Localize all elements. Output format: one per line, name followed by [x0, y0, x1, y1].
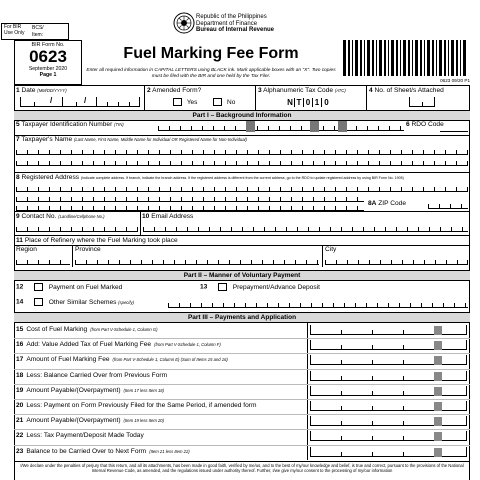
- item-number: 22: [16, 432, 24, 440]
- rdo-input[interactable]: [440, 123, 468, 132]
- form-instructions: Enter all required information in CAPITAL LETTERS using BLACK ink. Mark applicable boxes with an "X". Two copies must be filed with the BIR and one held by the Tax Filer.: [86, 68, 336, 79]
- atc-hint: (ATC): [334, 88, 346, 93]
- amount-input-21[interactable]: [310, 417, 467, 426]
- date-input[interactable]: / /: [20, 98, 140, 107]
- tin-input[interactable]: [158, 121, 404, 133]
- page-number: Page 1: [39, 72, 57, 78]
- amount-input-23[interactable]: [310, 448, 467, 457]
- part3-item-18: [16, 372, 170, 379]
- field-13-prepayment: 13 Prepayment/Advance Deposit: [200, 283, 320, 291]
- item-number: 23: [16, 447, 24, 455]
- date-hint: (MM/DD/YYYY): [37, 88, 67, 93]
- form-no-box: [14, 40, 82, 85]
- form-title: Fuel Marking Fee Form: [123, 45, 299, 62]
- email-label: Email Address: [151, 213, 194, 220]
- atc-char: 0: [324, 98, 329, 107]
- item-number: 21: [16, 417, 24, 425]
- contact-label: Contact No.: [21, 213, 57, 220]
- item-label: Add: Value Added Tax of Fuel Marking Fee: [26, 341, 152, 349]
- part3-item-22: [16, 432, 147, 439]
- taxpayer-name-label: Taxpayer's Name: [21, 136, 73, 143]
- atc-label: Alphanumeric Tax Code: [263, 87, 334, 94]
- atc-char: T: [295, 98, 304, 107]
- form-no-label: BIR Form No.: [31, 42, 65, 48]
- item-number: 17: [16, 356, 24, 364]
- address-hint: (Indicate complete address. If branch, indicate the branch address. If the registered address is different from the current address, go to the RDO to update registered address by using BIR Form No. 1905): [80, 176, 404, 180]
- field-6-rdo: 6 RDO Code: [406, 121, 444, 128]
- part3-item-15: [16, 326, 158, 333]
- part3-item-19: [16, 387, 164, 394]
- item-hint: (Item 21 less Item 22): [149, 448, 190, 454]
- payment-fuel-checkbox[interactable]: [34, 283, 43, 291]
- item-number: 20: [16, 402, 24, 409]
- sheets-input[interactable]: [409, 98, 435, 107]
- item-number: 18: [16, 371, 24, 379]
- item-number: 15: [16, 326, 24, 333]
- item-label: Amount Payable/(Overpayment): [26, 417, 121, 425]
- province-input[interactable]: [75, 257, 319, 265]
- part3-item-16: [16, 341, 221, 348]
- bcs-item-label: BCS/ Item:: [32, 25, 44, 38]
- item-hint: (from Part V-Schedule 1, Column F): [154, 342, 221, 348]
- amount-input-16[interactable]: [310, 341, 467, 350]
- atc-char: 1: [313, 98, 322, 107]
- contact-input[interactable]: [16, 224, 138, 232]
- zip-input[interactable]: [428, 201, 468, 209]
- atc-char: N: [286, 98, 295, 107]
- item-hint: (Item 19 less Item 20): [123, 418, 165, 424]
- part3-item-17: [16, 356, 228, 363]
- payment-fuel-label: Payment on Fuel Marked: [48, 283, 123, 291]
- field-8-address: 8 Registered Address (Indicate complete address. If branch, indicate the branch address. If the registered address is different from the current address, go to the RDO to update registered address by using BIR Form No. 1905): [16, 174, 404, 181]
- bir-seal-logo: [173, 12, 195, 34]
- form-number: 0623: [29, 47, 67, 66]
- barcode-graphic: [341, 40, 469, 76]
- field-5-tin: 5 Taxpayer Identification Number (TIN): [16, 121, 124, 128]
- province-label: Province: [75, 246, 101, 253]
- top-fields-row: [14, 85, 470, 86]
- item-label: Balance to be Carried Over to Next Form: [26, 447, 147, 455]
- amount-input-20[interactable]: [310, 402, 467, 411]
- part3-item-21: [16, 417, 164, 424]
- amended-label: Amended Form?: [152, 87, 202, 94]
- date-label: Date: [21, 87, 36, 94]
- prepayment-label: Prepayment/Advance Deposit: [232, 283, 320, 291]
- amended-no-checkbox[interactable]: [213, 98, 222, 106]
- email-input[interactable]: [143, 224, 468, 232]
- zip-label: ZIP Code: [378, 200, 407, 207]
- address-label: Registered Address: [21, 174, 80, 181]
- field-7-name: 7 Taxpayer's Name (Last Name, First Name, Middle Name for Individual OR Registered Name for Non-Individual): [16, 136, 247, 143]
- item-hint: (Item 17 less Item 18): [123, 387, 165, 393]
- field-1-date: 1 Date (MM/DD/YYYY) / /: [16, 87, 144, 109]
- part3-item-23: [16, 448, 190, 455]
- other-schemes-label: Other Similar Schemes: [48, 298, 117, 306]
- amount-input-17[interactable]: [310, 356, 467, 365]
- field-2-amended: 2 Amended Form? Yes No: [147, 87, 236, 106]
- part3-header: Part III – Payments and Application: [14, 312, 470, 323]
- item-label: Cost of Fuel Marking: [26, 326, 88, 333]
- address-input-2[interactable]: [16, 194, 364, 202]
- atc-char: 0: [304, 98, 313, 107]
- item-label: Less: Balance Carried Over from Previous Form: [26, 371, 168, 379]
- refinery-label: Place of Refinery where the Fuel Marking took place: [24, 237, 178, 244]
- prepayment-checkbox[interactable]: [218, 283, 227, 291]
- amount-input-19[interactable]: [310, 387, 467, 396]
- taxpayer-name-input-2[interactable]: [16, 158, 468, 166]
- agency-header: [196, 14, 336, 34]
- amount-input-22[interactable]: [310, 432, 467, 441]
- item-label: Amount of Fuel Marking Fee: [26, 356, 110, 364]
- item-label: Less: Payment on Form Previously Filed for the Same Period, if amended form: [26, 402, 257, 409]
- item-label: Amount Payable/(Overpayment): [26, 386, 121, 394]
- field-12-payment-fuel: 12 Payment on Fuel Marked: [16, 283, 123, 291]
- city-input[interactable]: [325, 257, 468, 265]
- rdo-label: RDO Code: [411, 121, 444, 128]
- region-label: Region: [16, 246, 37, 253]
- amount-input-15[interactable]: [310, 326, 467, 335]
- item-number: 16: [16, 341, 24, 349]
- barcode-code: 0623 09/20 P1: [440, 78, 470, 83]
- address-input-1[interactable]: [16, 184, 468, 192]
- tin-hint: (TIN): [114, 122, 124, 127]
- republic-text: Republic of the Philippines: [196, 14, 267, 20]
- barcode: [341, 40, 469, 76]
- field-3-atc: 3 Alphanumeric Tax Code (ATC) N T 0 1 0: [258, 87, 346, 107]
- bureau-text: Bureau of Internal Revenue: [196, 27, 275, 33]
- for-bir-use-only: For BIR Use Only: [4, 24, 25, 36]
- other-schemes-checkbox[interactable]: [34, 298, 43, 306]
- other-schemes-hint: (specify): [118, 299, 134, 305]
- amended-yes-checkbox[interactable]: [173, 98, 182, 106]
- contact-hint: (Landline/Cellphone No.): [58, 214, 105, 219]
- part1-header: Part I – Background Information: [14, 110, 470, 121]
- city-label: City: [325, 246, 337, 253]
- part3-item-20: [16, 402, 260, 409]
- item-number: 19: [16, 386, 24, 394]
- item-label: Less: Tax Payment/Deposit Made Today: [26, 432, 144, 440]
- taxpayer-name-hint: (Last Name, First Name, Middle Name for Individual OR Registered Name for Non-Individual): [73, 137, 247, 142]
- address-input-3[interactable]: [16, 203, 364, 211]
- amount-input-18[interactable]: [310, 372, 467, 381]
- item-hint: (from Part V-Schedule 1, Column G): [90, 327, 158, 332]
- department-text: Department of Finance: [196, 20, 258, 27]
- field-4-sheets: 4 No. of Sheet/s Attached: [369, 87, 469, 109]
- field-10-email: 10 Email Address: [142, 213, 194, 220]
- field-9-contact: 9 Contact No. (Landline/Cellphone No.): [16, 213, 105, 220]
- tin-label: Taxpayer Identification Number: [21, 121, 113, 128]
- other-schemes-input[interactable]: [168, 300, 468, 308]
- declaration-text: I/We declare under the penalties of perjury that this return, and all its attachments, has been made in good faith, verified by me/us, and to the best of my/our knowledge and belief, is true and correct, pursuant to the provisions of the National Internal Revenue Code, as amended, and the regulations issued under authority thereof. Further, I/we give my/our consent to the processing of my/our information: [14, 461, 470, 474]
- field-11-refinery: 11 Place of Refinery where the Fuel Marking took place: [16, 237, 178, 244]
- item-hint: (from Part V-Schedule 1, Column E) (Sum of Items 15 and 16): [112, 357, 228, 363]
- region-input[interactable]: [16, 257, 70, 265]
- field-8a-zip: 8A ZIP Code: [368, 200, 407, 207]
- amended-yes-label: Yes: [186, 98, 198, 106]
- field-14-other-schemes: 14 Other Similar Schemes (specify): [16, 298, 134, 306]
- sheets-label: No. of Sheet/s Attached: [374, 87, 444, 94]
- atc-value[interactable]: [286, 98, 331, 107]
- bir-use-only-box: [1, 23, 69, 40]
- part2-header: Part II – Manner of Voluntary Payment: [14, 270, 470, 281]
- form-edition: September 2020: [28, 66, 68, 72]
- amended-no-label: No: [227, 98, 236, 106]
- taxpayer-name-input-1[interactable]: [16, 147, 468, 155]
